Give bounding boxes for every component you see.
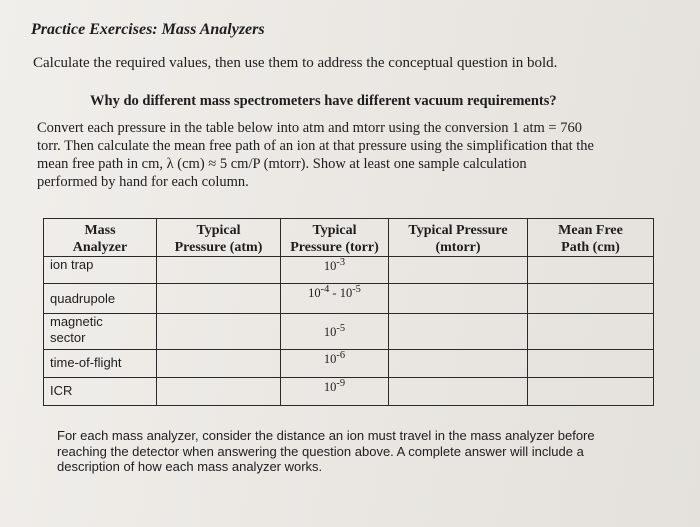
- footer-instructions: [57, 428, 637, 475]
- table-row: [44, 284, 654, 314]
- paragraph-line: Convert each pressure in the table below into atm and mtorr using the conversion 1 atm = 760: [37, 120, 582, 136]
- header-pressure-atm: Typical Pressure (atm): [157, 219, 281, 257]
- cell-mfp-answer[interactable]: [528, 314, 654, 350]
- cell-atm-answer[interactable]: [157, 257, 281, 284]
- paragraph-line: performed by hand for each column.: [37, 174, 249, 190]
- header-mass-analyzer: Mass Analyzer: [44, 219, 157, 257]
- cell-atm-answer[interactable]: [157, 350, 281, 378]
- cell-atm-answer[interactable]: [157, 314, 281, 350]
- cell-torr: $10^{-5}$: [281, 314, 389, 350]
- table-header-row: [44, 219, 654, 257]
- table-row: [44, 257, 654, 284]
- cell-analyzer: quadrupole: [44, 284, 157, 314]
- pressure-table: [43, 218, 654, 406]
- cell-mtorr-answer[interactable]: [389, 284, 528, 314]
- cell-atm-answer[interactable]: [157, 284, 281, 314]
- table-row: [44, 350, 654, 378]
- cell-analyzer: ICR: [44, 378, 157, 406]
- cell-torr: $10^{-3}$: [281, 257, 389, 284]
- bold-question: Why do different mass spectrometers have different vacuum requirements?: [90, 93, 557, 109]
- cell-torr: $10^{-6}$: [281, 350, 389, 378]
- cell-mfp-answer[interactable]: [528, 378, 654, 406]
- cell-mtorr-answer[interactable]: [389, 350, 528, 378]
- cell-torr: $10^{-9}$: [281, 378, 389, 406]
- cell-mtorr-answer[interactable]: [389, 314, 528, 350]
- header-pressure-torr: Typical Pressure (torr): [281, 219, 389, 257]
- cell-mfp-answer[interactable]: [528, 284, 654, 314]
- table-row: [44, 314, 654, 350]
- cell-analyzer: magnetic sector: [44, 314, 157, 350]
- cell-analyzer: ion trap: [44, 257, 157, 284]
- cell-analyzer: time-of-flight: [44, 350, 157, 378]
- instruction-text: Calculate the required values, then use them to address the conceptual question in bold.: [33, 55, 558, 71]
- cell-mtorr-answer[interactable]: [389, 257, 528, 284]
- footer-line: For each mass analyzer, consider the distance an ion must travel in the mass analyzer before: [57, 428, 595, 443]
- footer-line: description of how each mass analyzer works.: [57, 459, 323, 474]
- cell-mfp-answer[interactable]: [528, 350, 654, 378]
- header-mean-free-path: Mean Free Path (cm): [528, 219, 654, 257]
- page-title: Practice Exercises: Mass Analyzers: [31, 21, 265, 38]
- header-pressure-mtorr: Typical Pressure (mtorr): [389, 219, 528, 257]
- paragraph-line: torr. Then calculate the mean free path of an ion at that pressure using the simplification that the: [37, 138, 594, 154]
- cell-atm-answer[interactable]: [157, 378, 281, 406]
- paragraph-line: mean free path in cm, λ (cm) ≈ 5 cm/P (mtorr). Show at least one sample calculation: [37, 156, 527, 172]
- cell-mtorr-answer[interactable]: [389, 378, 528, 406]
- instructions-paragraph: [37, 119, 657, 191]
- footer-line: reaching the detector when answering the question above. A complete answer will include a: [57, 443, 584, 459]
- table-row: [44, 378, 654, 406]
- cell-mfp-answer[interactable]: [528, 257, 654, 284]
- cell-torr: $10^{-4} - 10^{-5}$: [281, 284, 389, 314]
